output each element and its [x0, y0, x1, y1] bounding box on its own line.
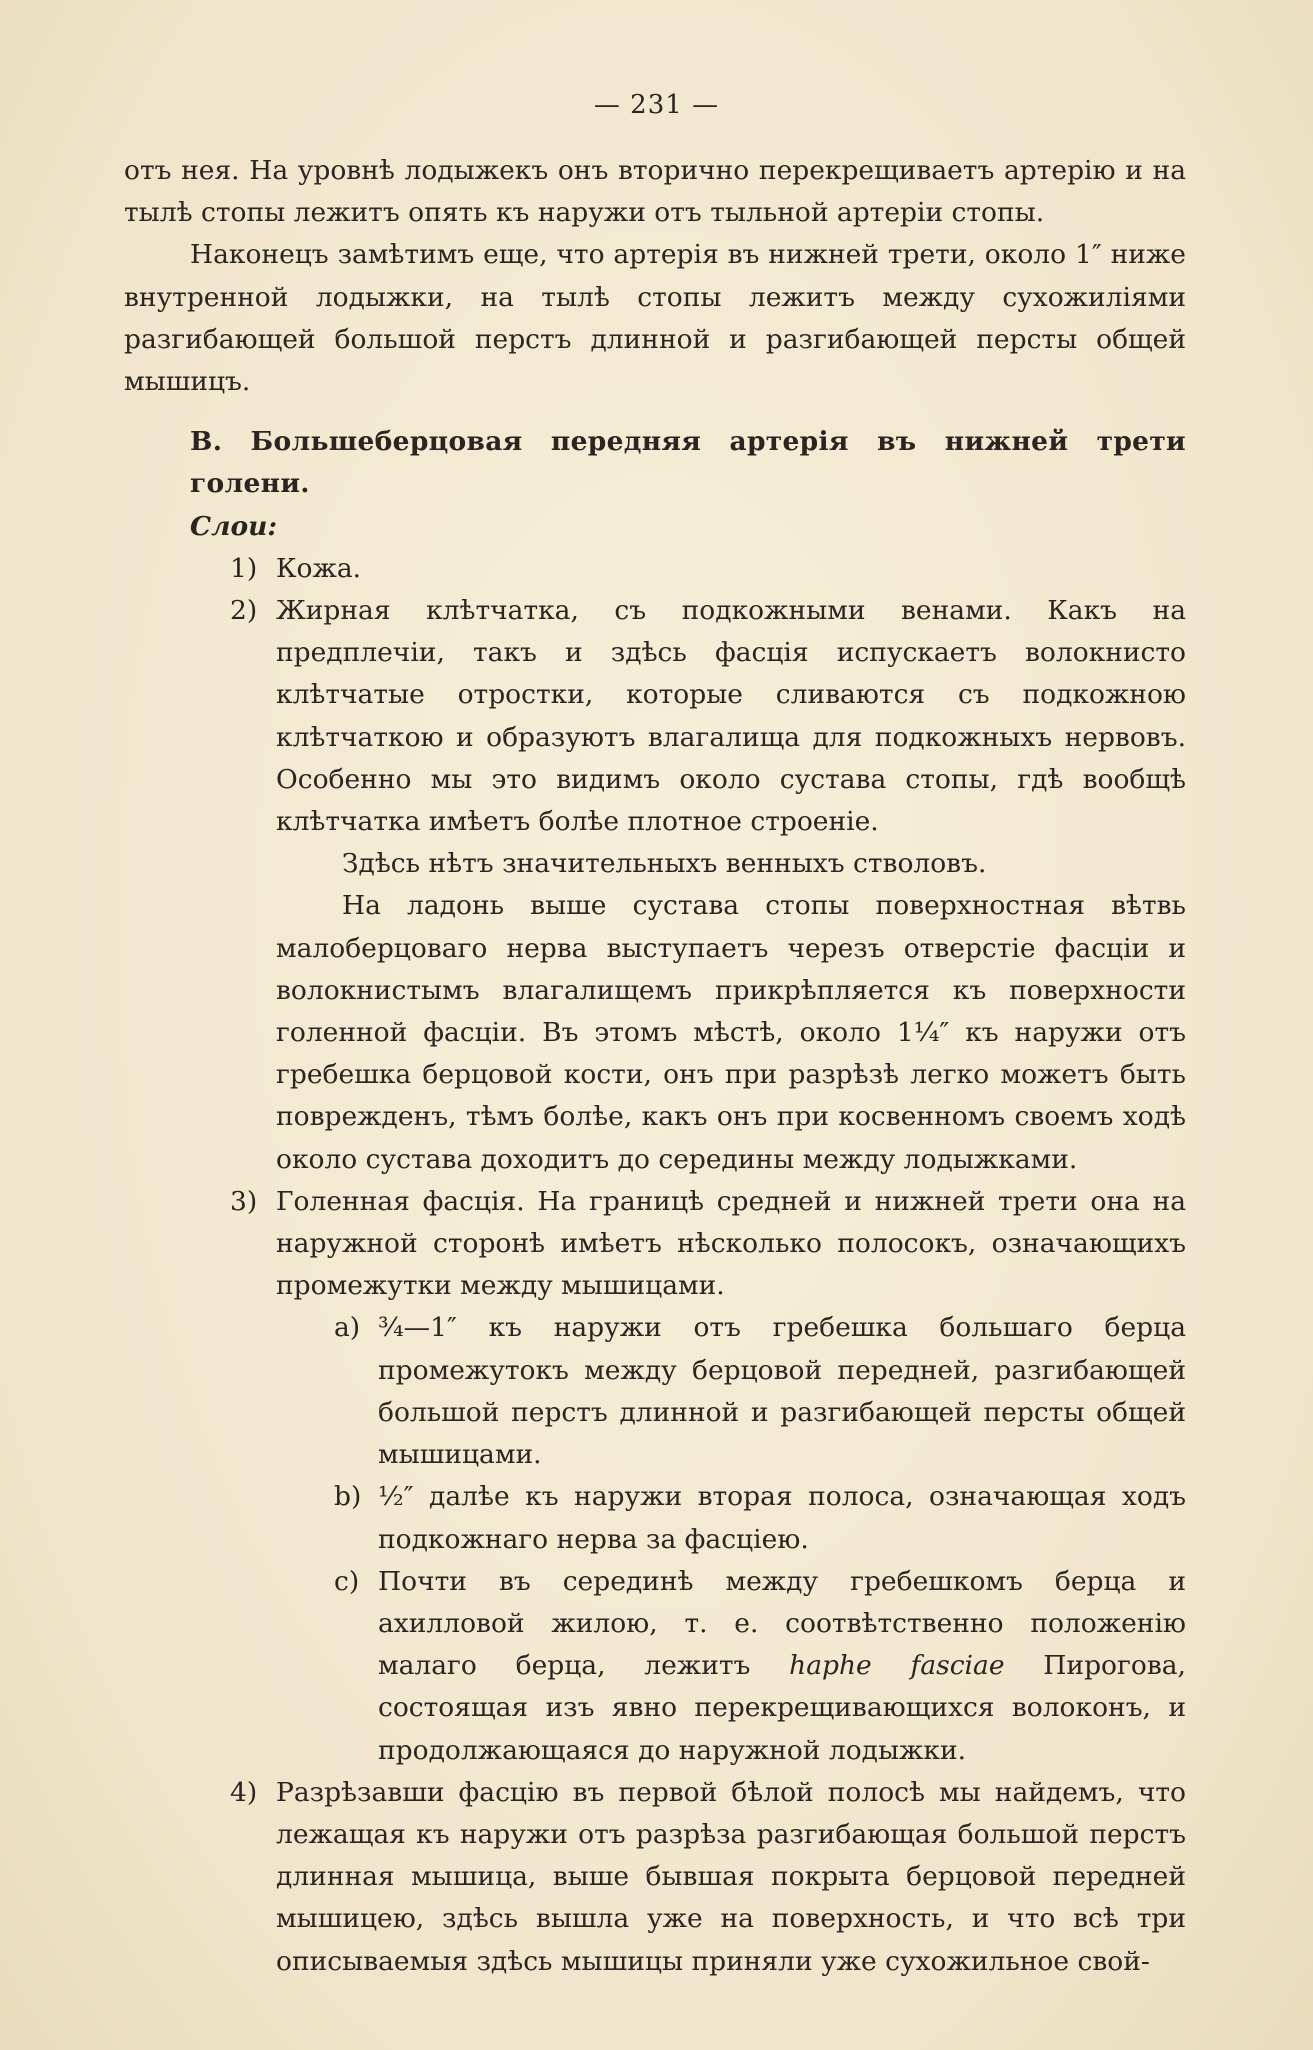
section-heading: B. Большеберцовая передняя артерія въ нижней трети голени. [190, 426, 1186, 500]
sub-item-text: ¾—1″ къ наружи отъ гребешка большаго берца промежутокъ между берцовой передней, разгибающей большой перстъ длинной и разгибающей персты общей мышицами. [378, 1312, 1186, 1471]
list-item-text: Голенная фасція. На границѣ средней и нижней трети она на наружной сторонѣ имѣетъ нѣсколько полосокъ, означающихъ промежутки между мышицами. [276, 1185, 1186, 1302]
sub-item-text: Пирогова, состоящая изъ явно перекрещивающихся волоконъ, и продолжающаяся до наружной лодыжки. [378, 1650, 1186, 1766]
list-item-text: Разрѣзавши фасцію въ первой бѣлой полосѣ мы найдемъ, что лежащая къ наружи отъ разрѣза разгибающая большой перстъ длинная мышица, выше бывшая покрыта берцовой передней мышицею, здѣсь вышла уже на поверхность, и что всѣ три описываемыя здѣсь мышицы приняли уже сухожильное свой- [276, 1776, 1186, 1977]
list-item-number: 3) [230, 1185, 258, 1217]
layers-label: Слои: [190, 510, 278, 542]
list-item [124, 590, 1186, 843]
list-item [124, 1181, 1186, 1308]
sub-item [124, 1307, 1186, 1476]
list-item-number: 1) [230, 552, 258, 584]
list-item-number: 4) [230, 1776, 258, 1808]
sub-item [124, 1476, 1186, 1560]
sub-item [124, 1561, 1186, 1772]
list-item-paragraph: На ладонь выше сустава стопы поверхностная вѣтвь малоберцоваго нерва выступаетъ черезъ отверстіе фасціи и волокнистымъ влагалищемъ прикрѣпляется къ поверхности голенной фасціи. Въ этомъ мѣстѣ, около 1¼″ къ наружи отъ гребешка берцовой кости, онъ при разрѣзѣ легко можетъ быть поврежденъ, тѣмъ болѣе, какъ онъ при косвенномъ своемъ ходѣ около сустава доходитъ до середины между лодыжками. [276, 890, 1186, 1175]
list-item-text: Жирная клѣтчатка, съ подкожными венами. Какъ на предплечіи, такъ и здѣсь фасція испускаетъ волокнисто клѣтчатые отростки, которые сливаются съ подкожною клѣтчаткою и образуютъ влагалища для подкожныхъ нервовъ. Особенно мы это видимъ около сустава стопы, гдѣ вообщѣ клѣтчатка имѣетъ болѣе плотное строеніе. [276, 595, 1186, 838]
page-number: — 231 — [593, 90, 720, 120]
list-item-number: 2) [230, 595, 258, 627]
sub-item-letter: c) [334, 1565, 360, 1597]
sub-item-letter: b) [334, 1481, 362, 1513]
list-item-paragraph: Здѣсь нѣтъ значительныхъ венныхъ стволовъ. [342, 848, 987, 880]
sub-item-text: ½″ далѣе къ наружи вторая полоса, означающая ходъ подкожнаго нерва за фасціею. [378, 1481, 1186, 1555]
page-body [124, 150, 1186, 1983]
list-item-text: Кожа. [276, 552, 362, 584]
list-item [124, 548, 1186, 590]
sub-item-text: Почти въ серединѣ между гребешкомъ берца и ахилловой жилою, т. е. соотвѣтственно положенію малаго берца, лежитъ [378, 1565, 1186, 1682]
latin-term: haphe fasciae [789, 1650, 1005, 1682]
paragraph: Наконецъ замѣтимъ еще, что артерія въ нижней трети, около 1″ ниже внутренной лодыжки, на тылѣ стопы лежитъ между сухожиліями разгибающей большой перстъ длинной и разгибающей персты общей мышицъ. [124, 239, 1186, 398]
list-item [124, 1772, 1186, 1983]
paragraph: отъ нея. На уровнѣ лодыжекъ онъ вторично перекрещиваетъ артерію и на тылѣ стопы лежитъ опять къ наружи отъ тыльной артеріи стопы. [124, 155, 1186, 229]
sub-item-letter: a) [334, 1312, 361, 1344]
